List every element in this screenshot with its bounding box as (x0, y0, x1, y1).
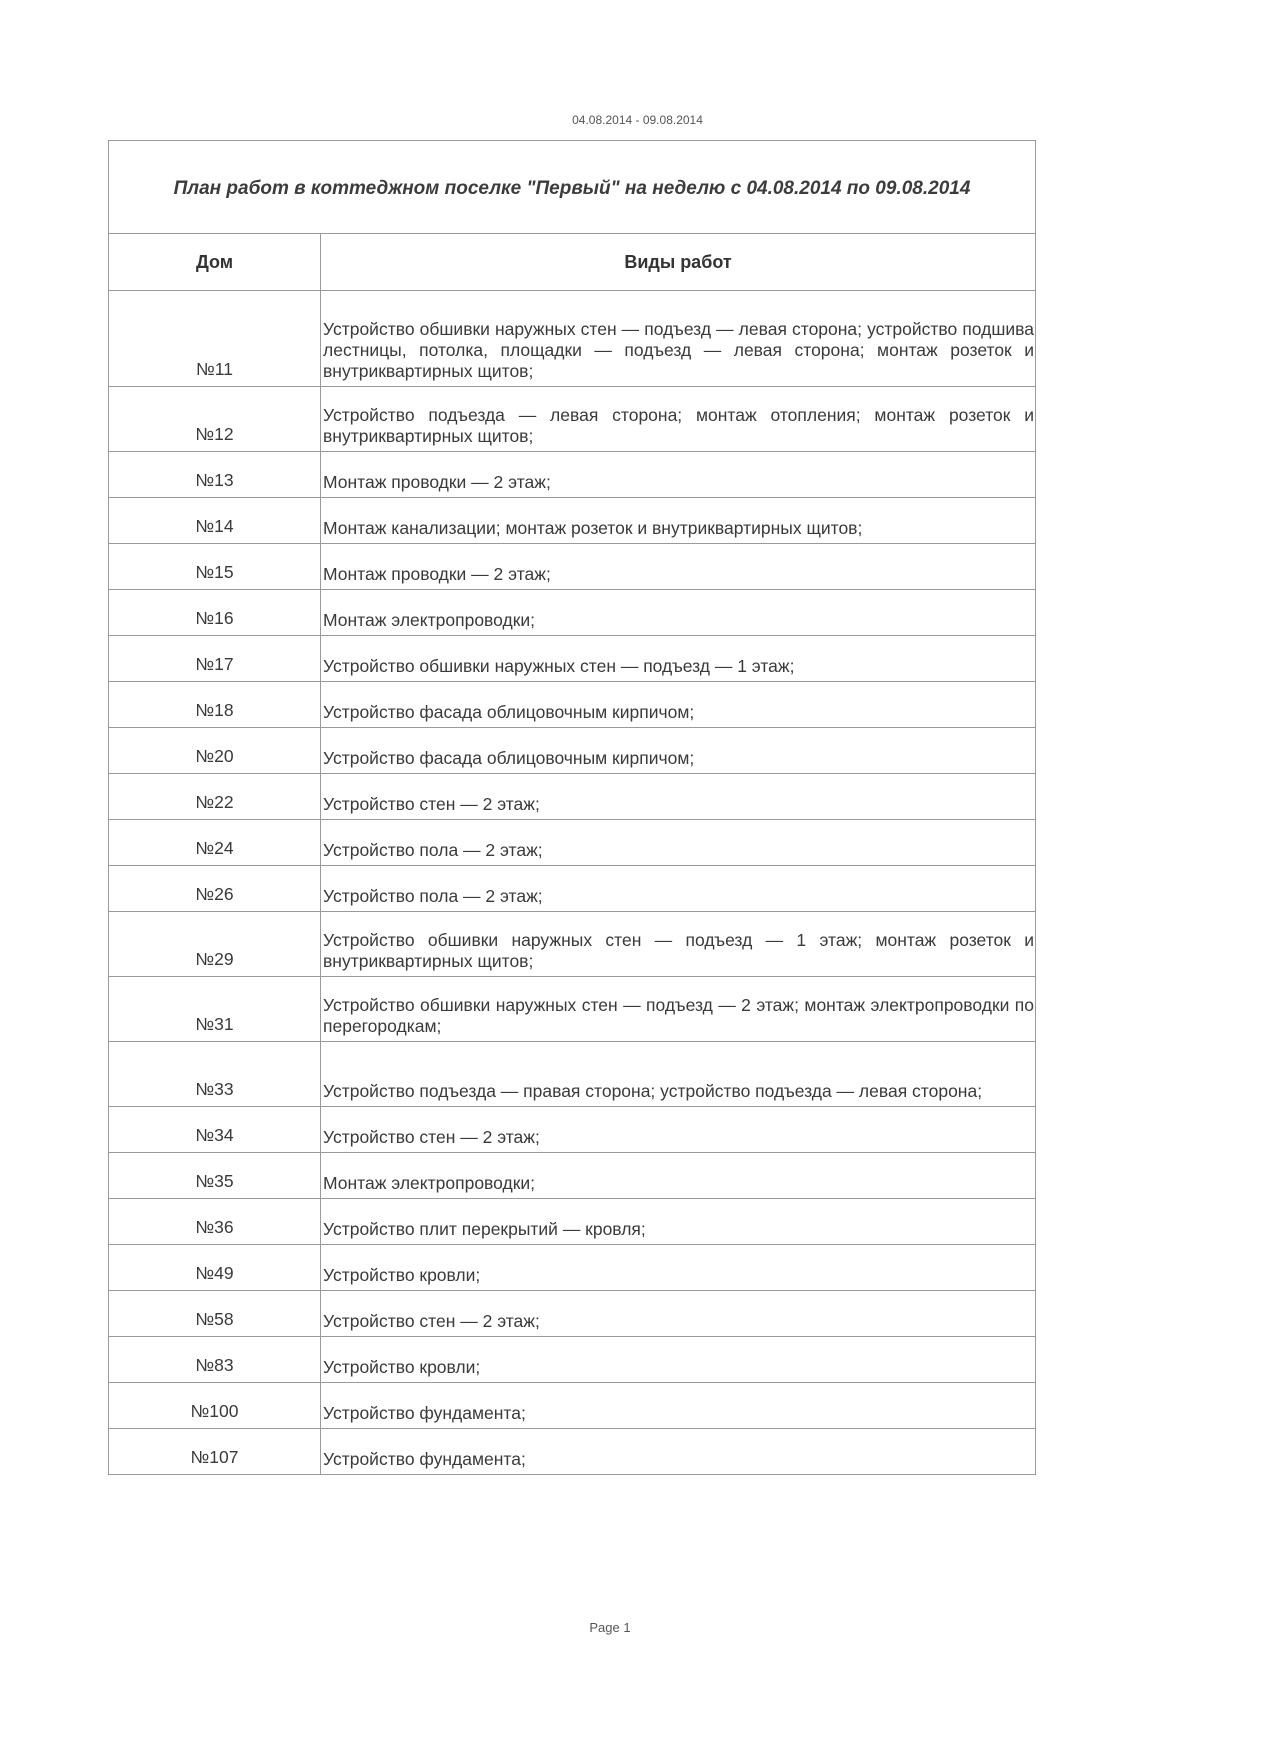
table-row (109, 1245, 1036, 1291)
works-cell: Устройство фундамента; (321, 1429, 1036, 1475)
column-header-works: Виды работ (321, 234, 1036, 291)
works-cell: Монтаж канализации; монтаж розеток и внутриквартирных щитов; (321, 498, 1036, 544)
house-number-cell: №26 (109, 866, 321, 912)
house-number-cell: №35 (109, 1153, 321, 1199)
works-cell: Устройство стен — 2 этаж; (321, 774, 1036, 820)
house-number-cell: №15 (109, 544, 321, 590)
works-cell: Устройство фасада облицовочным кирпичом; (321, 728, 1036, 774)
table-row (109, 682, 1036, 728)
table-row (109, 977, 1036, 1042)
table-row (109, 912, 1036, 977)
works-cell: Устройство стен — 2 этаж; (321, 1107, 1036, 1153)
house-number-cell: №49 (109, 1245, 321, 1291)
table-row (109, 1153, 1036, 1199)
table-row (109, 1199, 1036, 1245)
works-cell: Устройство подъезда — левая сторона; монтаж отопления; монтаж розеток и внутриквартирных щитов; (321, 387, 1036, 452)
house-number-cell: №16 (109, 590, 321, 636)
works-cell: Устройство фасада облицовочным кирпичом; (321, 682, 1036, 728)
table-row (109, 590, 1036, 636)
table-row (109, 866, 1036, 912)
works-cell: Устройство обшивки наружных стен — подъезд — 2 этаж; монтаж электропроводки по перегородкам; (321, 977, 1036, 1042)
house-number-cell: №14 (109, 498, 321, 544)
house-number-cell: №31 (109, 977, 321, 1042)
house-number-cell: №17 (109, 636, 321, 682)
house-number-cell: №100 (109, 1383, 321, 1429)
table-row (109, 1042, 1036, 1107)
works-cell: Устройство подъезда — правая сторона; устройство подъезда — левая сторона; (321, 1042, 1036, 1107)
work-plan-table (108, 140, 1036, 1475)
house-number-cell: №11 (109, 291, 321, 387)
page-number: Page 1 (589, 1620, 631, 1635)
works-cell: Устройство обшивки наружных стен — подъезд — 1 этаж; (321, 636, 1036, 682)
table-row (109, 1337, 1036, 1383)
house-number-cell: №13 (109, 452, 321, 498)
table-row (109, 728, 1036, 774)
page-header-date-range: 04.08.2014 - 09.08.2014 (572, 113, 703, 127)
work-plan-table-body (109, 141, 1036, 1475)
works-cell: Устройство пола — 2 этаж; (321, 866, 1036, 912)
table-row (109, 498, 1036, 544)
table-row (109, 1383, 1036, 1429)
table-row (109, 1107, 1036, 1153)
works-cell: Устройство обшивки наружных стен — подъезд — левая сторона; устройство подшива лестницы, потолка, площадки — подъезд — левая сторона; монтаж розеток и внутриквартирных щитов; (321, 291, 1036, 387)
table-row (109, 452, 1036, 498)
house-number-cell: №58 (109, 1291, 321, 1337)
house-number-cell: №29 (109, 912, 321, 977)
house-number-cell: №36 (109, 1199, 321, 1245)
house-number-cell: №24 (109, 820, 321, 866)
table-header-row (109, 234, 1036, 291)
house-number-cell: №34 (109, 1107, 321, 1153)
works-cell: Монтаж электропроводки; (321, 590, 1036, 636)
table-title: План работ в коттеджном поселке "Первый" на неделю с 04.08.2014 по 09.08.2014 (109, 141, 1036, 234)
works-cell: Устройство фундамента; (321, 1383, 1036, 1429)
house-number-cell: №107 (109, 1429, 321, 1475)
works-cell: Устройство кровли; (321, 1337, 1036, 1383)
works-cell: Устройство пола — 2 этаж; (321, 820, 1036, 866)
works-cell: Монтаж электропроводки; (321, 1153, 1036, 1199)
table-row (109, 544, 1036, 590)
table-title-row (109, 141, 1036, 234)
house-number-cell: №12 (109, 387, 321, 452)
works-cell: Монтаж проводки — 2 этаж; (321, 544, 1036, 590)
house-number-cell: №83 (109, 1337, 321, 1383)
works-cell: Устройство плит перекрытий — кровля; (321, 1199, 1036, 1245)
column-header-house: Дом (109, 234, 321, 291)
house-number-cell: №22 (109, 774, 321, 820)
table-row (109, 820, 1036, 866)
works-cell: Монтаж проводки — 2 этаж; (321, 452, 1036, 498)
table-row (109, 387, 1036, 452)
works-cell: Устройство обшивки наружных стен — подъезд — 1 этаж; монтаж розеток и внутриквартирных щитов; (321, 912, 1036, 977)
table-row (109, 636, 1036, 682)
house-number-cell: №33 (109, 1042, 321, 1107)
works-cell: Устройство кровли; (321, 1245, 1036, 1291)
table-row (109, 1429, 1036, 1475)
table-row (109, 291, 1036, 387)
table-row (109, 1291, 1036, 1337)
house-number-cell: №18 (109, 682, 321, 728)
house-number-cell: №20 (109, 728, 321, 774)
works-cell: Устройство стен — 2 этаж; (321, 1291, 1036, 1337)
table-row (109, 774, 1036, 820)
